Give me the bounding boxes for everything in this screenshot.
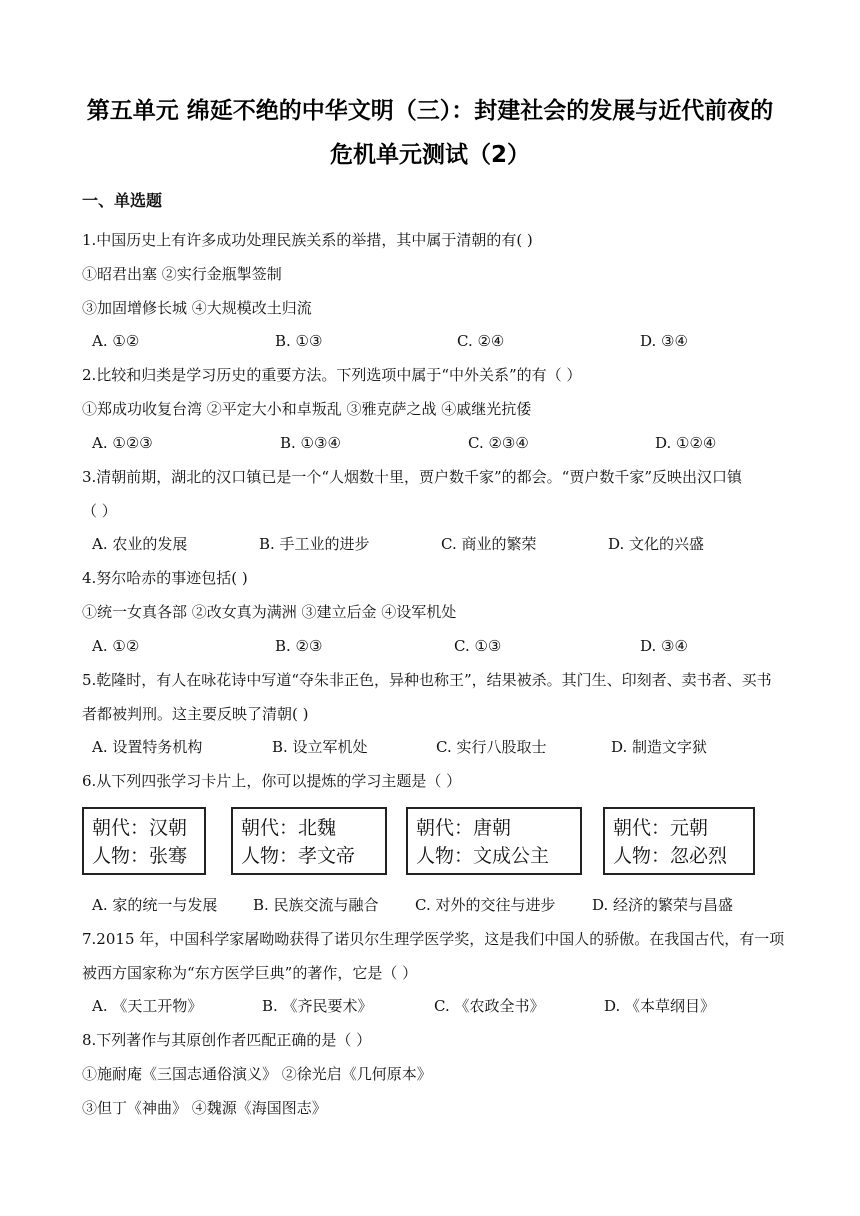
question-1-item-line: ③加固增修长城 ④大规模改土归流 [82,299,312,317]
section-heading: 一、单选题 [82,191,163,210]
page-title-line1: 第五单元 绵延不绝的中华文明（三）：封建社会的发展与近代前夜的 [86,98,774,124]
question-2-options [92,433,812,455]
question-7-options [92,996,812,1018]
option-d[interactable]: D. ③④ [640,637,688,655]
option-d[interactable]: D. 制造文字狱 [611,738,708,756]
option-b[interactable]: B. ②③ [275,637,323,655]
question-4-item-line: ①统一女真各部 ②改女真为满洲 ③建立后金 ④设军机处 [82,603,457,621]
option-a[interactable]: A. 《天工开物》 [92,997,203,1015]
option-c[interactable]: C. 实行八股取士 [436,738,547,756]
option-a[interactable]: A. 设置特务机构 [92,738,203,756]
question-5-stem: 5.乾隆时，有人在咏花诗中写道“夺朱非正色，异种也称王”，结果被杀。其门生、印刻者、卖书者、买书 [82,671,772,689]
card-dynasty: 朝代：元朝 [613,817,709,839]
option-b[interactable]: B. ①③ [275,332,323,350]
option-d[interactable]: D. ③④ [640,332,688,350]
question-6-options [92,895,812,917]
question-3-stem-cont: （ ） [82,502,117,520]
option-a[interactable]: A. ①②③ [92,434,153,452]
question-7-stem: 7.2015 年，中国科学家屠呦呦获得了诺贝尔生理学医学奖，这是我们中国人的骄傲。在我国古代，有一项 [82,930,785,948]
option-a[interactable]: A. ①② [92,332,140,350]
option-c[interactable]: C. 《农政全书》 [434,997,545,1015]
option-c[interactable]: C. 对外的交往与进步 [415,896,556,914]
option-d[interactable]: D. 文化的兴盛 [608,535,705,553]
option-c[interactable]: C. ②③④ [468,434,529,452]
card-person: 人物：文成公主 [416,845,550,867]
option-c[interactable]: C. ①③ [454,637,502,655]
option-a[interactable]: A. ①② [92,637,140,655]
option-c[interactable]: C. ②④ [457,332,505,350]
study-card-beiwei [231,807,387,875]
question-5-options [92,737,812,759]
question-6-stem: 6.从下列四张学习卡片上，你可以提炼的学习主题是（ ） [82,772,462,790]
option-d[interactable]: D. 经济的繁荣与昌盛 [592,896,734,914]
question-5-stem-cont: 者都被判刑。这主要反映了清朝( ) [82,705,309,723]
card-person: 人物：忽必烈 [613,845,728,867]
question-2-item-line: ①郑成功收复台湾 ②平定大小和卓叛乱 ③雅克萨之战 ④戚继光抗倭 [82,400,532,418]
card-dynasty: 朝代：北魏 [241,817,337,839]
card-person: 人物：孝文帝 [241,845,356,867]
question-1-item-line: ①昭君出塞 ②实行金瓶掣签制 [82,265,282,283]
question-7-stem-cont: 被西方国家称为“东方医学巨典”的著作，它是（ ） [82,964,418,982]
option-d[interactable]: D. ①②④ [655,434,717,452]
option-b[interactable]: B. 设立军机处 [272,738,368,756]
question-8-item-line: ③但丁《神曲》 ④魏源《海国图志》 [82,1099,327,1117]
question-8-stem: 8.下列著作与其原创作者匹配正确的是（ ） [82,1031,372,1049]
option-b[interactable]: B. 民族交流与融合 [253,896,379,914]
question-4-options [92,636,812,658]
question-3-options [92,534,812,556]
question-1-stem: 1.中国历史上有许多成功处理民族关系的举措，其中属于清朝的有( ) [82,231,533,249]
option-a[interactable]: A. 家的统一与发展 [92,896,218,914]
option-a[interactable]: A. 农业的发展 [92,535,188,553]
option-d[interactable]: D. 《本草纲目》 [604,997,716,1015]
question-2-stem: 2.比较和归类是学习历史的重要方法。下列选项中属于“中外关系”的有（ ） [82,366,582,384]
card-dynasty: 朝代：汉朝 [92,817,188,839]
page-title-line2: 危机单元测试（2） [329,142,530,168]
study-card-yuan [603,807,755,875]
question-4-stem: 4.努尔哈赤的事迹包括( ) [82,569,248,587]
option-b[interactable]: B. 手工业的进步 [259,535,370,553]
study-card-han [82,807,206,875]
option-b[interactable]: B. ①③④ [280,434,341,452]
question-1-options [92,331,812,353]
option-c[interactable]: C. 商业的繁荣 [441,535,537,553]
card-person: 人物：张骞 [92,845,188,867]
study-card-tang [406,807,582,875]
question-8-item-line: ①施耐庵《三国志通俗演义》 ②徐光启《几何原本》 [82,1065,432,1083]
card-dynasty: 朝代：唐朝 [416,817,512,839]
option-b[interactable]: B. 《齐民要术》 [262,997,373,1015]
question-3-stem: 3.清朝前期，湖北的汉口镇已是一个“人烟数十里，贾户数千家”的都会。“贾户数千家”反映出汉口镇 [82,468,742,486]
